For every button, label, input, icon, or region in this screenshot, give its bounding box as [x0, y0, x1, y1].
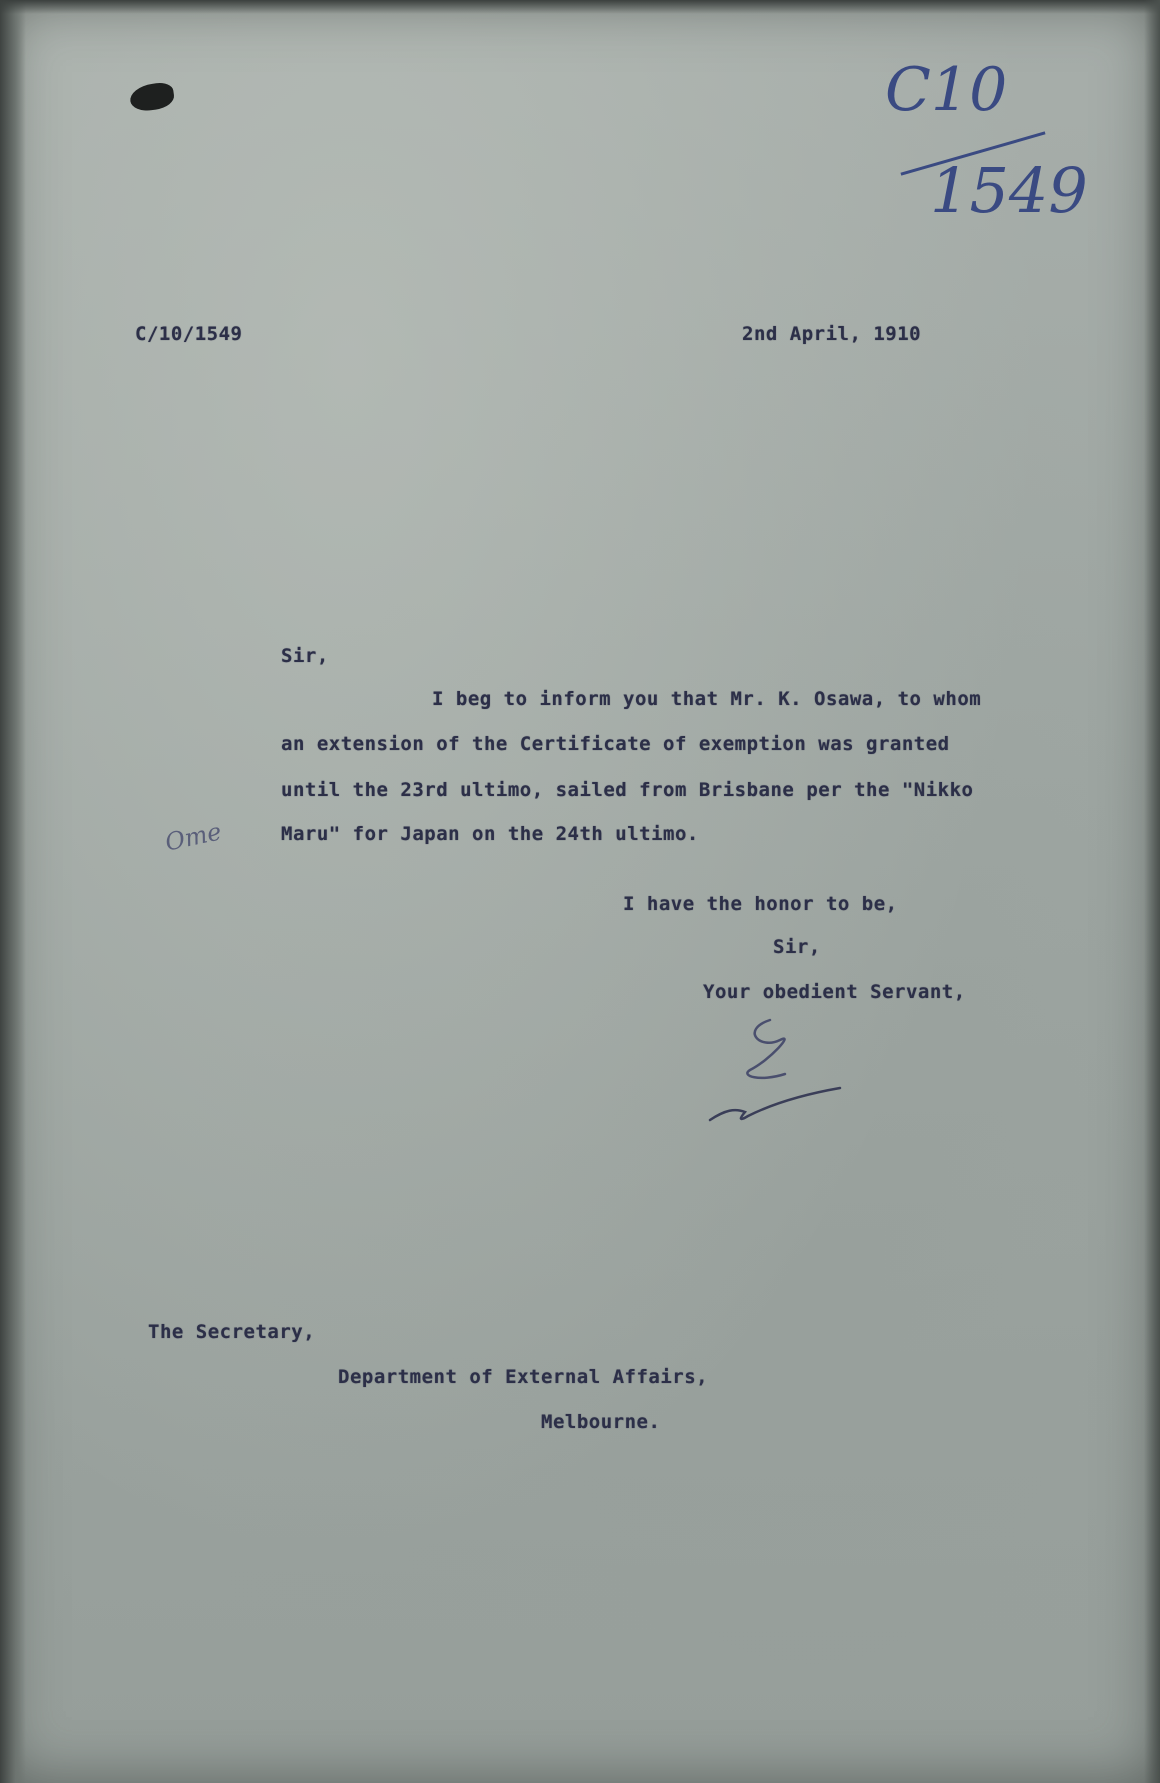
file-note-handwritten-number: 1549 — [930, 154, 1088, 227]
page-edge-top — [0, 0, 1160, 14]
closing-line: Sir, — [773, 936, 821, 958]
letter-date: 2nd April, 1910 — [742, 323, 922, 345]
address-line: Department of External Affairs, — [338, 1366, 709, 1388]
signature — [700, 1010, 850, 1140]
closing-line: Your obedient Servant, — [703, 981, 966, 1003]
address-line: The Secretary, — [148, 1321, 316, 1343]
body-line: Maru" for Japan on the 24th ultimo. — [281, 823, 699, 845]
ink-blot — [128, 81, 175, 113]
address-line: Melbourne. — [541, 1411, 661, 1433]
body-line: until the 23rd ultimo, sailed from Brisbane per the "Nikko — [281, 779, 974, 801]
body-line: I beg to inform you that Mr. K. Osawa, to whom — [432, 688, 982, 710]
salutation: Sir, — [281, 645, 329, 667]
margin-initial: Ome — [162, 817, 224, 857]
page-edge-left — [0, 0, 26, 1783]
closing-line: I have the honor to be, — [623, 893, 898, 915]
file-note-handwritten: C10 — [885, 55, 1008, 125]
page-edge-right — [1144, 0, 1160, 1783]
body-line: an extension of the Certificate of exemption was granted — [281, 733, 950, 755]
reference-number: C/10/1549 — [135, 323, 243, 345]
